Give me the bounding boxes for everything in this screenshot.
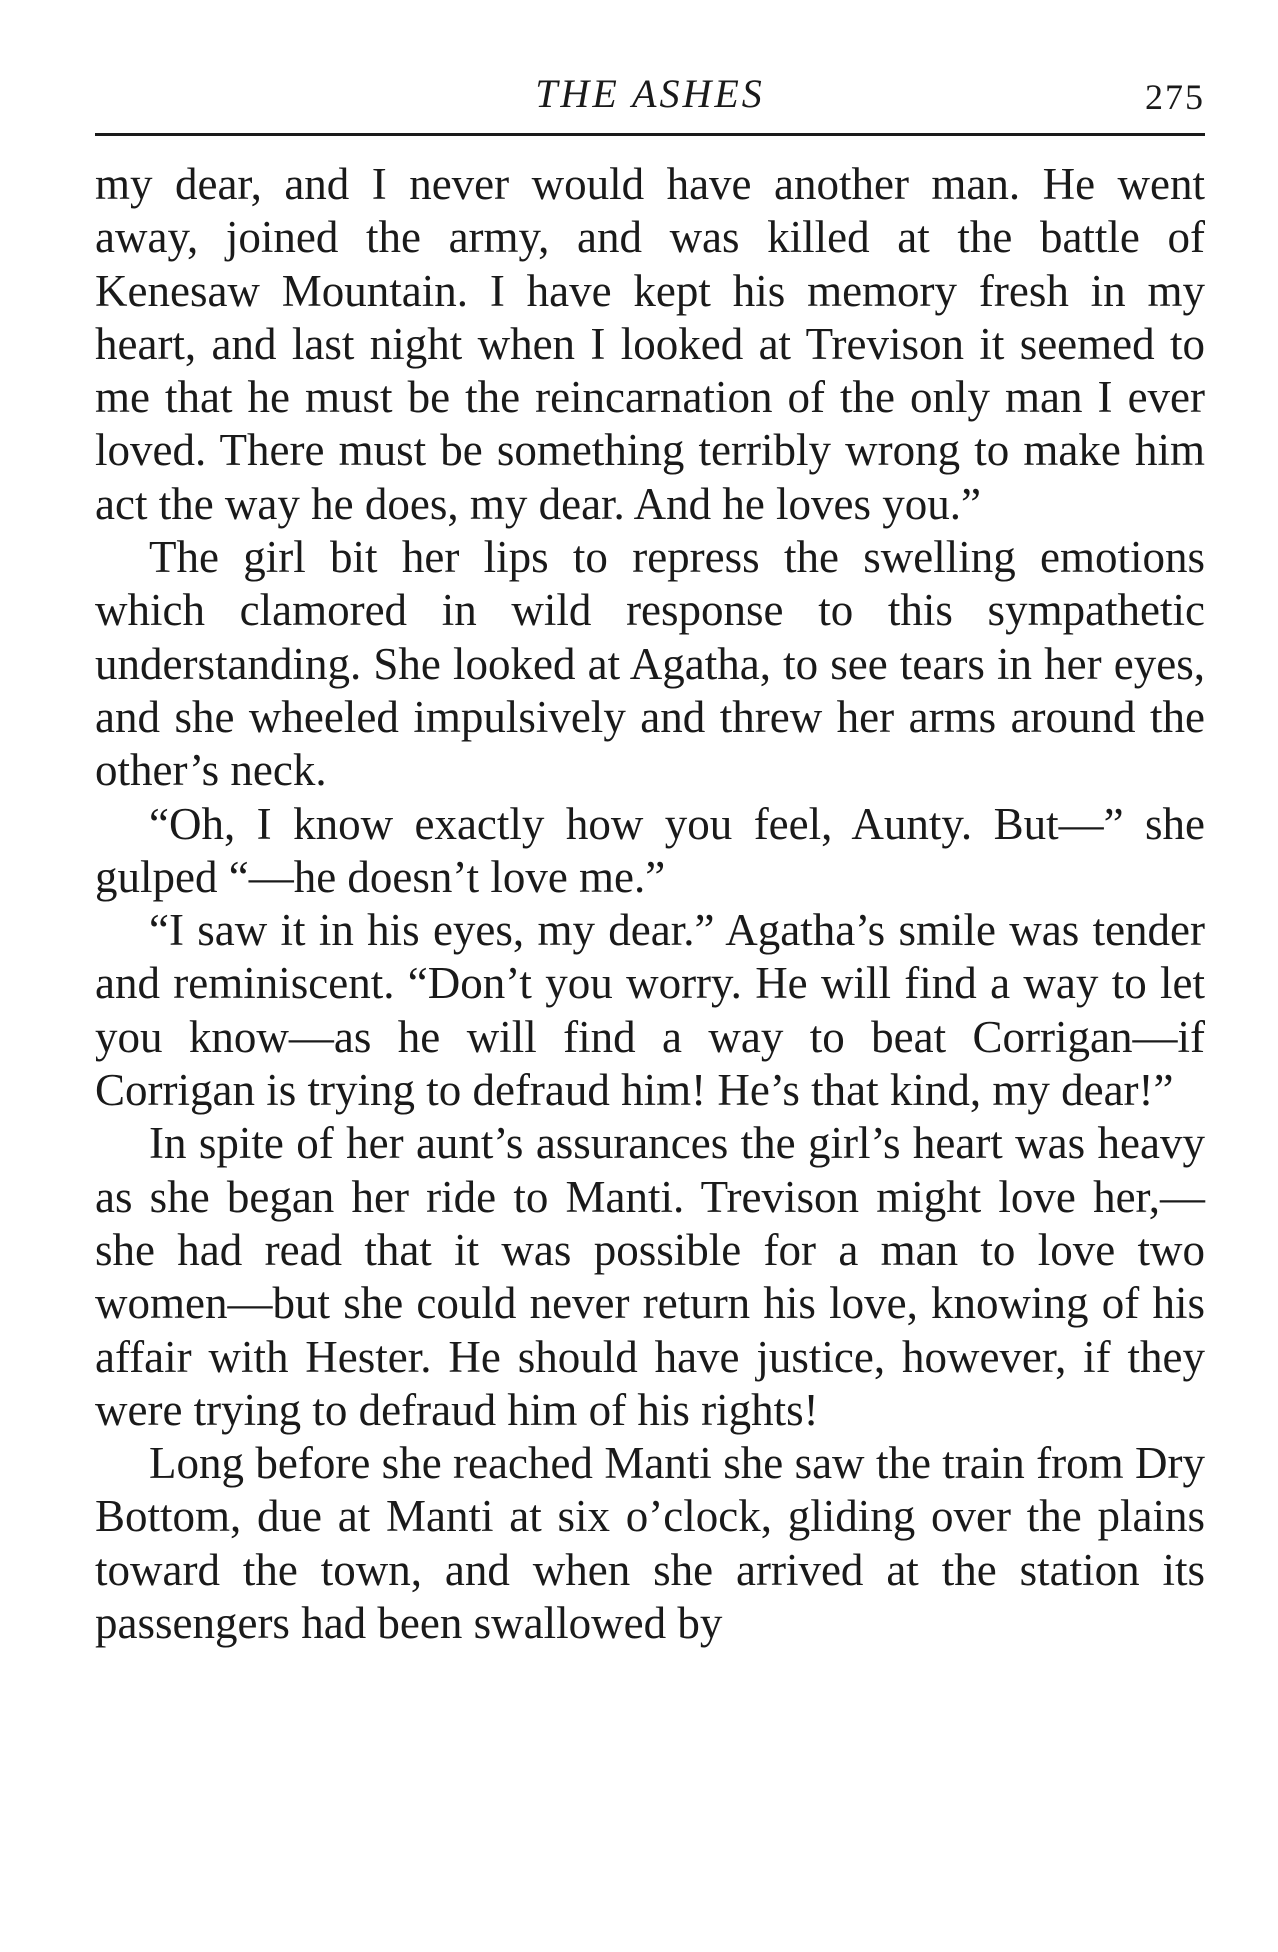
running-title: THE ASHES [535,71,765,116]
header-rule [95,133,1205,136]
body-text [95,158,1205,1650]
paragraph: “Oh, I know exactly how you feel, Aunty. But—” she gulped “—he doesn’t love me.” [95,798,1205,902]
paragraph: In spite of her aunt’s assurances the girl’s heart was heavy as she began her ride to Manti. Trevison might love her,—she had read that it was possible for a man to love two women—but she could never return his love, knowing of his affair with Hester. He should have justice, however, if they were trying to defraud him of his rights! [95,1118,1205,1435]
book-page [95,60,1205,1650]
running-head [95,60,1205,130]
paragraph: my dear, and I never would have another man. He went away, joined the army, and was killed at the battle of Kenesaw Mountain. I have kept his memory fresh in my heart, and last night when I looked at Trevison it seemed to me that he must be the reincarnation of the only man I ever loved. There must be something terribly wrong to make him act the way he does, my dear. And he loves you.” [95,159,1205,529]
paragraph: Long before she reached Manti she saw the train from Dry Bottom, due at Manti at six o’clock, gliding over the plains toward the town, and when she arrived at the station its passengers had been swallowed by [95,1438,1205,1649]
page-number: 275 [1145,77,1205,117]
paragraph: “I saw it in his eyes, my dear.” Agatha’s smile was tender and reminiscent. “Don’t you worry. He will find a way to let you know—as he will find a way to beat Corrigan—if Corrigan is trying to defraud him! He’s that kind, my dear!” [95,905,1205,1116]
paragraph: The girl bit her lips to repress the swelling emotions which clamored in wild response to this sympathetic understanding. She looked at Agatha, to see tears in her eyes, and she wheeled impulsively and threw her arms around the other’s neck. [95,532,1205,796]
